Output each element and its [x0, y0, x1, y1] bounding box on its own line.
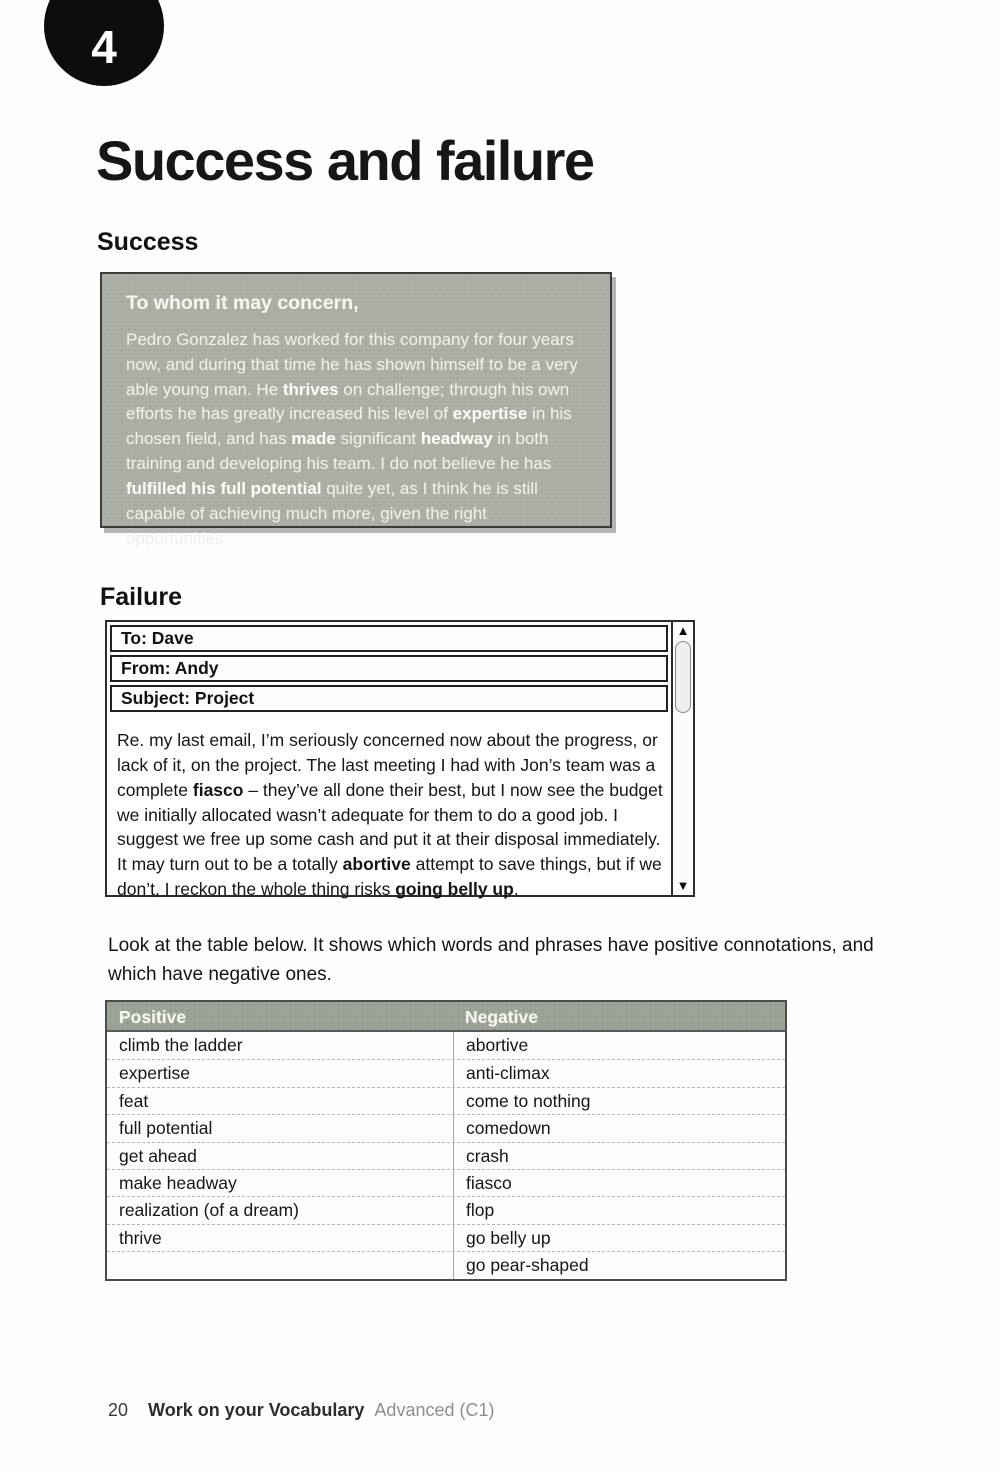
- book-level: Advanced (C1): [374, 1400, 495, 1420]
- scroll-up-icon[interactable]: ▲: [676, 623, 690, 638]
- positive-cell: climb the ladder: [119, 1035, 243, 1055]
- negative-cell: go belly up: [453, 1225, 785, 1251]
- table-row: [107, 1169, 785, 1196]
- table-header-row: [107, 1002, 785, 1032]
- email-body: Re. my last email, I’m seriously concerned now about the progress, or lack of it, on the project. The last meeting I had with Jon’s team was a complete fiasco – they’ve all done their best, but I now see the budget we initially allocated wasn’t adequate for them to do a good job. I suggest we free up some cash and put it at their disposal immediately. It may turn out to be a totally abortive attempt to save things, but if we don’t, I reckon the whole thing risks going belly up.: [117, 730, 663, 900]
- table-row: [107, 1059, 785, 1086]
- reference-letter-box: [100, 272, 612, 548]
- table-row: [107, 1032, 785, 1059]
- negative-cell: anti-climax: [453, 1060, 785, 1086]
- positive-cell: [107, 1252, 453, 1278]
- negative-cell: come to nothing: [453, 1088, 785, 1114]
- table-intro-text: Look at the table below. It shows which words and phrases have positive connotations, and which have negative ones.: [108, 935, 874, 985]
- table-row: [107, 1114, 785, 1141]
- table-row: [107, 1224, 785, 1251]
- letter-salutation: To whom it may concern,: [126, 292, 359, 314]
- page-title: Success and failure: [96, 129, 594, 192]
- positive-cell: get ahead: [119, 1145, 197, 1166]
- scrollbar-thumb[interactable]: [675, 641, 691, 713]
- negative-cell: fiasco: [453, 1170, 785, 1196]
- positive-cell: thrive: [119, 1227, 162, 1248]
- negative-cell: crash: [453, 1143, 785, 1169]
- email-content: [107, 622, 671, 900]
- positive-cell: full potential: [119, 1118, 213, 1139]
- table-row: [107, 1251, 785, 1278]
- unit-number-badge: [44, 0, 164, 86]
- connotation-table: [105, 1000, 787, 1281]
- positive-column-header: Positive: [119, 1007, 187, 1027]
- positive-cell: feat: [119, 1090, 149, 1111]
- email-window: [105, 620, 695, 900]
- table-body: [107, 1032, 785, 1279]
- negative-cell: abortive: [453, 1032, 785, 1059]
- page-footer: [108, 1400, 494, 1421]
- page-number: 20: [108, 1400, 129, 1420]
- table-row: [107, 1196, 785, 1223]
- email-to-field: To: Dave: [110, 625, 668, 652]
- negative-cell: comedown: [453, 1115, 785, 1141]
- success-heading: Success: [97, 228, 199, 256]
- positive-cell: make headway: [119, 1172, 237, 1193]
- email-subject-field: Subject: Project: [110, 685, 668, 712]
- email-scrollbar[interactable]: [671, 622, 693, 895]
- table-row: [107, 1142, 785, 1169]
- negative-column-header: Negative: [465, 1007, 538, 1027]
- unit-number: 4: [91, 21, 117, 73]
- positive-cell: realization (of a dream): [119, 1200, 299, 1221]
- letter-body: Pedro Gonzalez has worked for this company for four years now, and during that time he has shown himself to be a very able young man. He thrives on challenge; through his own efforts he has greatly increased his level of expertise in his chosen field, and has made significant headway in both training and developing his team. I do not believe he has fulfilled his full potential quite yet, as I think he is still capable of achieving much more, given the right opportunities.: [126, 330, 578, 548]
- scroll-down-icon[interactable]: ▼: [676, 878, 690, 893]
- email-from-field: From: Andy: [110, 655, 668, 682]
- book-title: Work on your Vocabulary: [148, 1400, 365, 1420]
- table-row: [107, 1087, 785, 1114]
- negative-cell: go pear-shaped: [453, 1252, 785, 1278]
- failure-heading: Failure: [100, 583, 182, 611]
- negative-cell: flop: [453, 1197, 785, 1223]
- positive-cell: expertise: [119, 1063, 191, 1084]
